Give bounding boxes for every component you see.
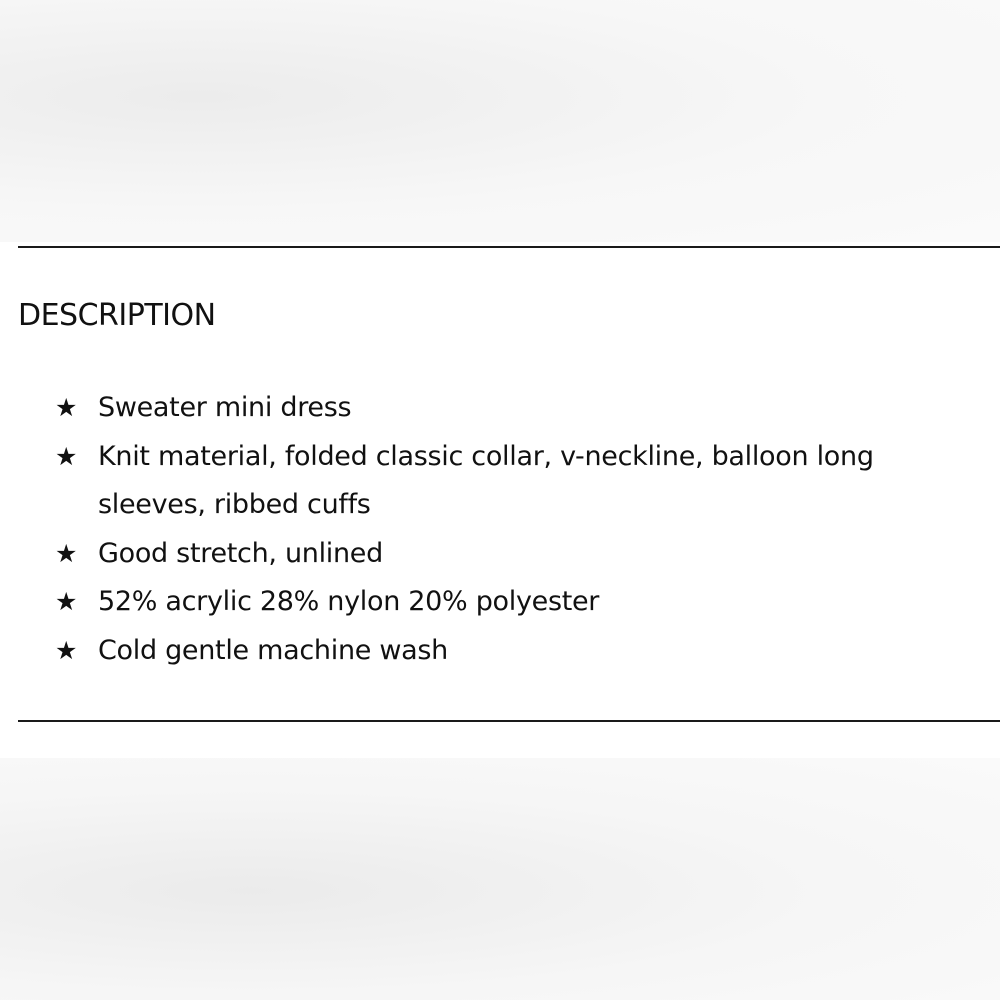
- background-bottom: [0, 758, 1000, 1000]
- list-item-text: Knit material, folded classic collar, v-neckline, balloon long sleeves, ribbed cuffs: [98, 440, 874, 520]
- list-item-text: Sweater mini dress: [98, 392, 352, 423]
- list-item-text: Cold gentle machine wash: [98, 634, 448, 666]
- list-item: [55, 384, 945, 433]
- list-item: [55, 530, 945, 579]
- star-bullet-icon: ★: [55, 538, 78, 568]
- description-panel: [0, 242, 1000, 758]
- bottom-divider: [18, 720, 1000, 722]
- list-item: [55, 433, 945, 530]
- top-divider: [18, 246, 1000, 248]
- star-bullet-icon: ★: [55, 635, 78, 665]
- background-top: [0, 0, 1000, 242]
- list-item-text: Good stretch, unlined: [98, 537, 383, 569]
- star-bullet-icon: ★: [55, 441, 78, 471]
- list-item: [55, 627, 945, 676]
- list-item: [55, 578, 945, 627]
- description-heading: DESCRIPTION: [18, 298, 216, 333]
- star-bullet-icon: ★: [55, 393, 78, 422]
- list-item-text: 52% acrylic 28% nylon 20% polyester: [98, 586, 600, 617]
- star-bullet-icon: ★: [55, 587, 78, 616]
- description-list: [55, 384, 945, 675]
